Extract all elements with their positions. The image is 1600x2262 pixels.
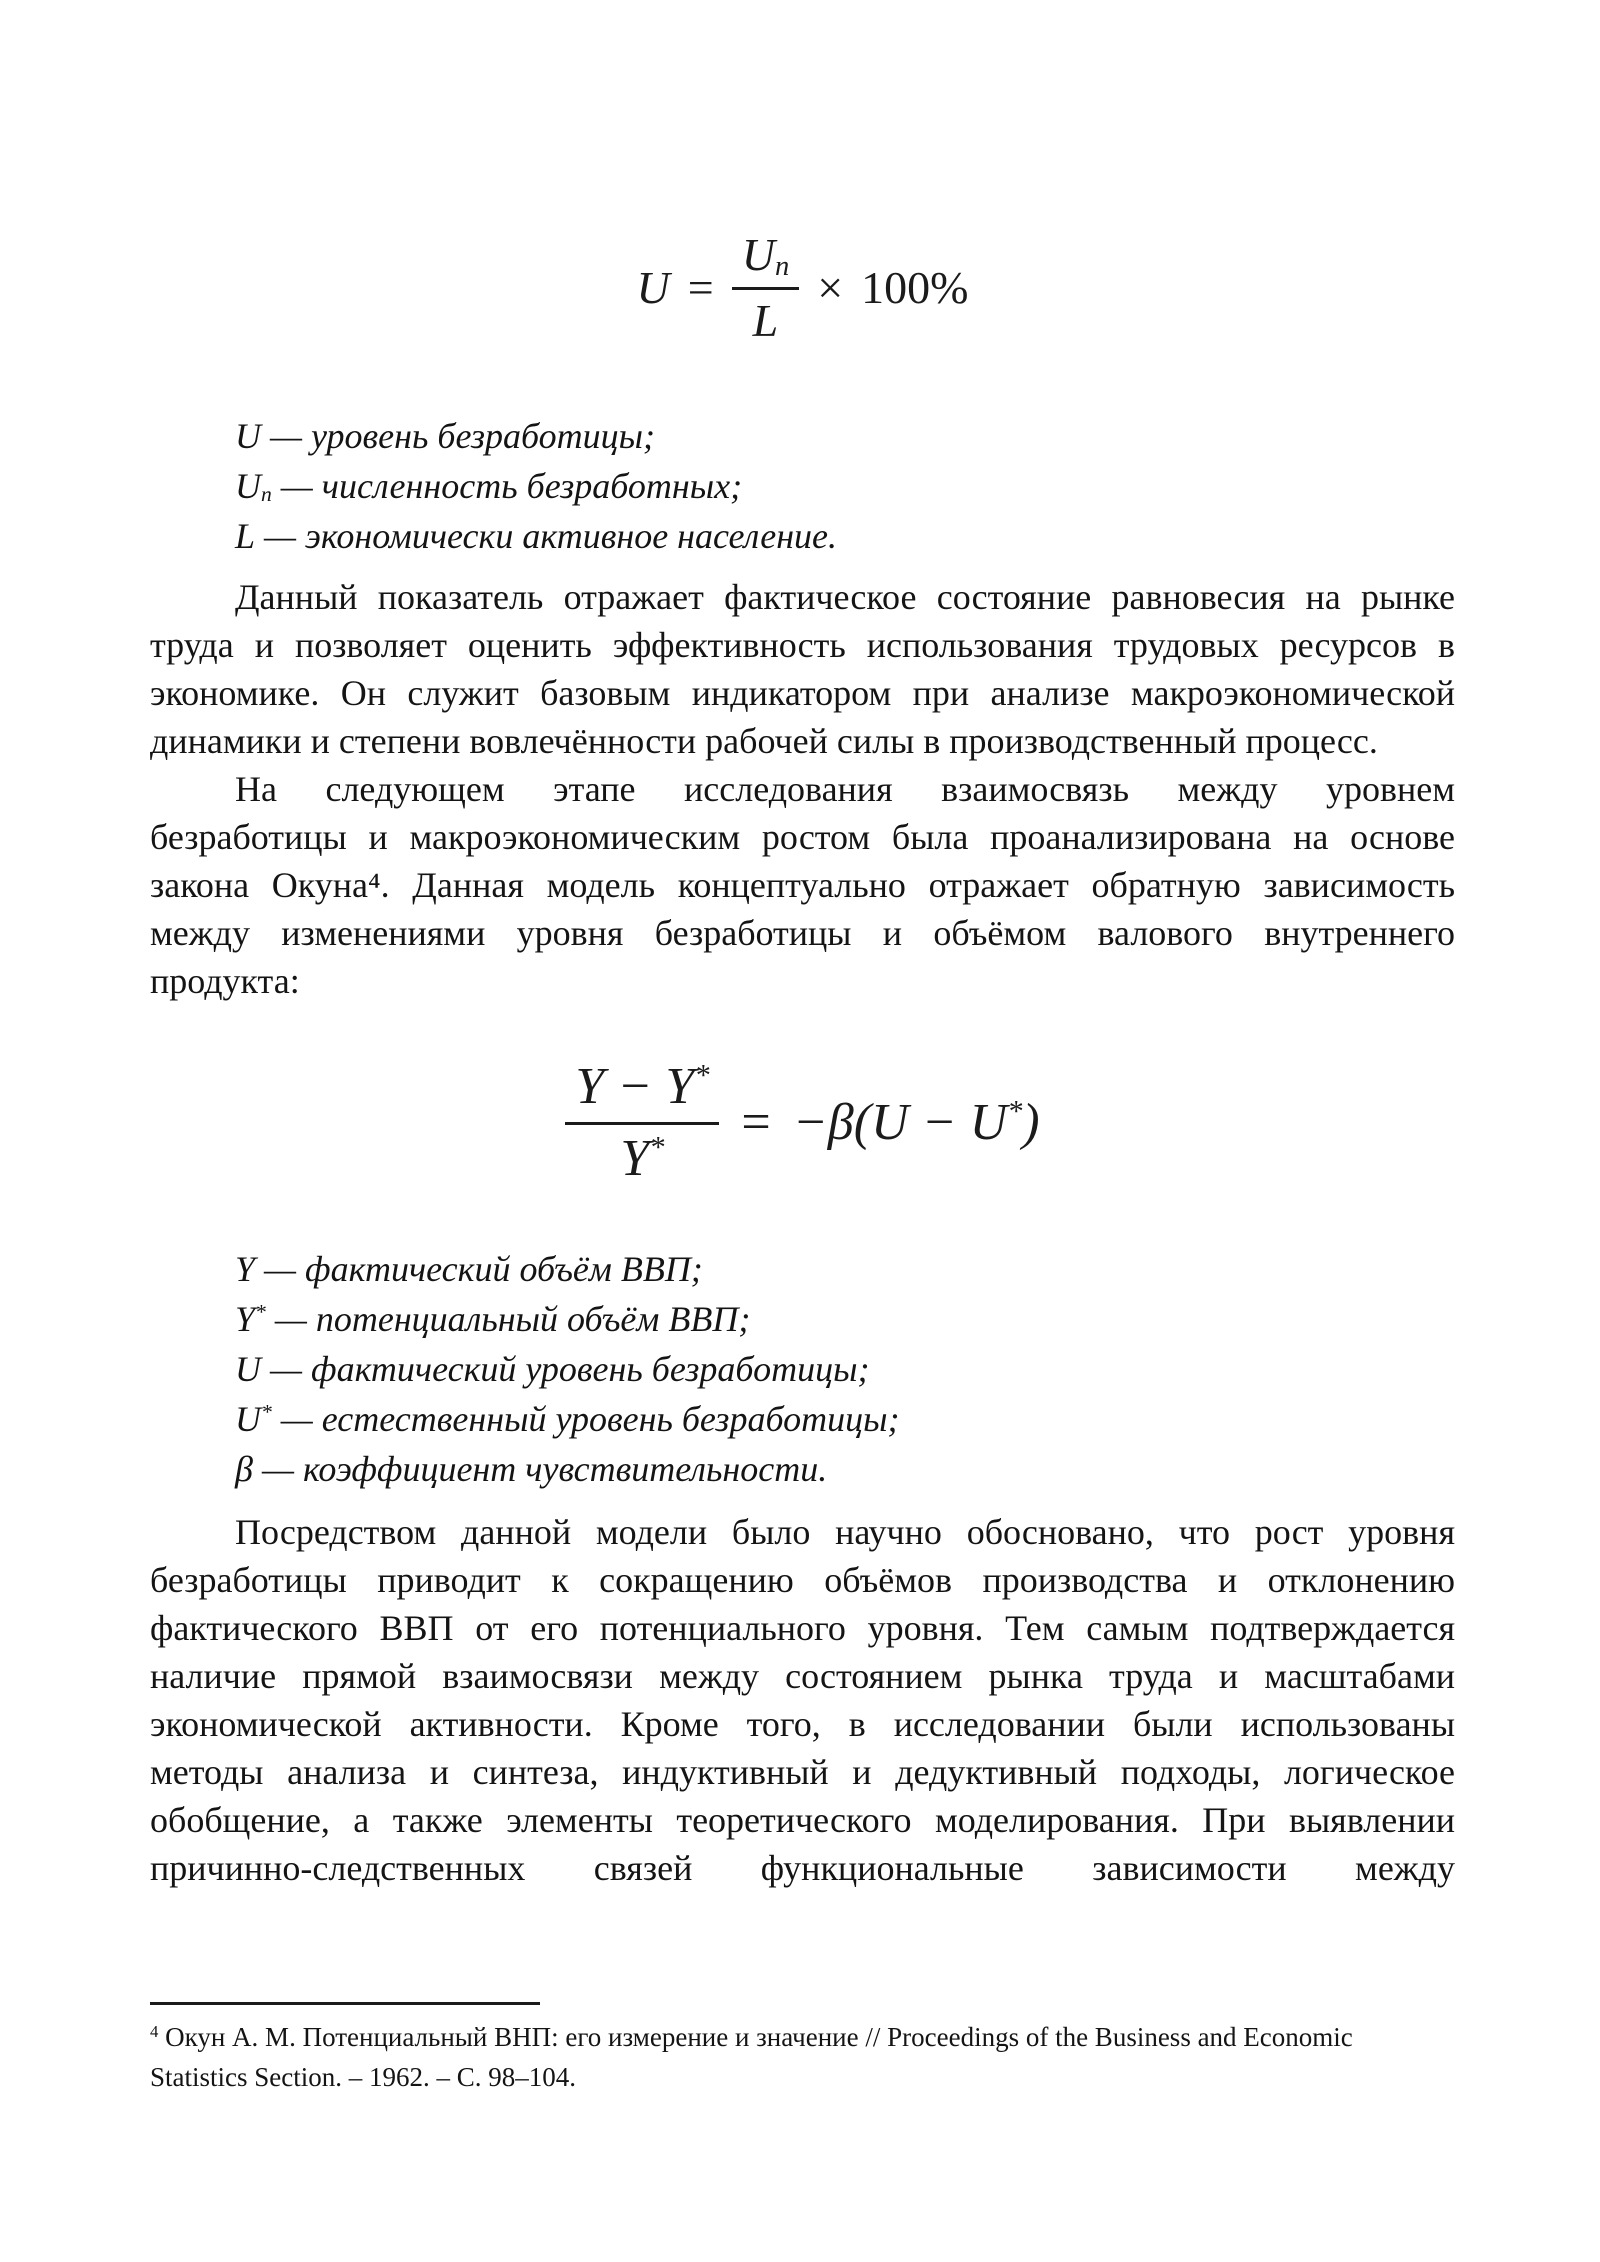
formula2-numerator (565, 1057, 719, 1125)
paragraph-okun-law (150, 765, 1455, 1005)
definition-symbol: β (235, 1449, 253, 1489)
formula1-numerator-base: U (741, 229, 775, 280)
formula1-numerator (732, 228, 800, 290)
definition-line (235, 411, 1455, 461)
definition-subscript: n (261, 482, 272, 507)
formula2-numerator-main: Y − Y (575, 1058, 695, 1115)
definition-line (235, 1444, 1455, 1494)
formula1-fraction (732, 228, 800, 347)
paragraph-line: методы анализа и синтеза, индуктивный и дедуктивный подходы, логическое (150, 1752, 1455, 1792)
paragraph-line: безработицы приводит к сокращению объёмов производства и отклонению (150, 1560, 1455, 1600)
formula2-fraction (565, 1057, 719, 1188)
paragraph-line: закона Окуна⁴. Данная модель концептуально отражает обратную зависимость (150, 865, 1455, 905)
definition-line (235, 1344, 1455, 1394)
formula2-denominator (620, 1125, 664, 1188)
paragraph-line: труда и позволяет оценить эффективность использования трудовых ресурсов в (150, 625, 1455, 665)
definition-text: — фактический объём ВВП; (255, 1249, 703, 1289)
definition-symbol: U (235, 1349, 261, 1389)
paragraph-line: экономической активности. Кроме того, в исследовании были использованы (150, 1704, 1455, 1744)
formula1-lhs: U (636, 262, 670, 313)
formula1-times-sign: × (817, 262, 844, 313)
paragraph-line: фактического ВВП от его потенциального уровня. Тем самым подтверждается (150, 1608, 1455, 1648)
definition-text: — фактический уровень безработицы; (261, 1349, 870, 1389)
definition-superscript: * (261, 1400, 272, 1425)
formula2-rhs-close: ) (1022, 1094, 1040, 1151)
okun-law-formula (150, 1057, 1455, 1188)
footnote-separator (150, 2002, 540, 2005)
definition-line (235, 1244, 1455, 1294)
paragraph-line: продукта: (150, 961, 300, 1001)
definition-symbol: U (235, 416, 261, 456)
definition-line (235, 461, 1455, 511)
definition-symbol: Y (235, 1249, 256, 1289)
paragraph-line: Данный показатель отражает фактическое состояние равновесия на рынке (235, 577, 1455, 617)
formula1-equals: = (687, 262, 714, 313)
definition-text: — потенциальный объём ВВП; (265, 1299, 751, 1339)
definition-text: — естественный уровень безработицы; (271, 1399, 900, 1439)
definition-symbol: Y (235, 1299, 256, 1339)
formula1-definitions (150, 411, 1455, 561)
formula2-denominator-main: Y (620, 1130, 650, 1187)
formula2-denominator-superscript: * (649, 1129, 665, 1164)
paragraph-line: безработицы и макроэкономическим ростом была проанализирована на основе (150, 817, 1455, 857)
formula2-definitions (150, 1244, 1455, 1494)
formula1-factor: 100% (861, 262, 969, 313)
paragraph-line: обобщение, а также элементы теоретического моделирования. При выявлении (150, 1800, 1455, 1840)
paragraph-line: динамики и степени вовлечённости рабочей силы в производственный процесс. (150, 721, 1378, 761)
formula1-denominator: L (752, 295, 779, 346)
definition-text: — численность безработных; (271, 466, 743, 506)
definition-line (235, 1294, 1455, 1344)
definition-line (235, 1394, 1455, 1444)
formula2-equals: = (741, 1094, 771, 1151)
paragraph-unemployment-indicator (150, 573, 1455, 765)
paragraph-line: между изменениями уровня безработицы и объёмом валового внутреннего (150, 913, 1455, 953)
unemployment-rate-formula (150, 228, 1455, 347)
paragraph-line: причинно-следственных связей функциональные зависимости между (150, 1848, 1455, 1888)
formula2-rhs-superscript: * (1007, 1093, 1023, 1128)
definition-line (235, 511, 1455, 561)
definition-symbol: L (235, 516, 256, 556)
formula2-rhs (793, 1093, 1040, 1152)
paragraph-line: наличие прямой взаимосвязи между состоянием рынка труда и масштабами (150, 1656, 1455, 1696)
definition-text: — экономически активное население. (255, 516, 838, 556)
footnote-citation: Окун А. М. Потенциальный ВНП: его измерение и значение // Proceedings of the Business and Economic Statistics Section. – 1962. – С. 98–104. (150, 2022, 1353, 2092)
formula1-numerator-subscript: n (774, 251, 790, 283)
paragraph-model-conclusions (150, 1508, 1455, 1892)
definition-text: — коэффициент чувствительности. (252, 1449, 828, 1489)
formula2-numerator-superscript: * (694, 1057, 710, 1092)
paragraph-line: Посредством данной модели было научно обосновано, что рост уровня (235, 1512, 1455, 1552)
paragraph-line: На следующем этапе исследования взаимосвязь между уровнем (235, 769, 1455, 809)
footnote-marker: 4 (150, 2021, 159, 2041)
definition-text: — уровень безработицы; (261, 416, 656, 456)
definition-symbol: U (235, 1399, 261, 1439)
footnote-area (150, 2002, 1455, 2097)
definition-symbol: U (235, 466, 261, 506)
paragraph-line: экономике. Он служит базовым индикатором при анализе макроэкономической (150, 673, 1455, 713)
definition-superscript: * (255, 1300, 266, 1325)
formula2-rhs-main: −β(U − U (792, 1094, 1008, 1151)
footnote-text (150, 2017, 1455, 2097)
